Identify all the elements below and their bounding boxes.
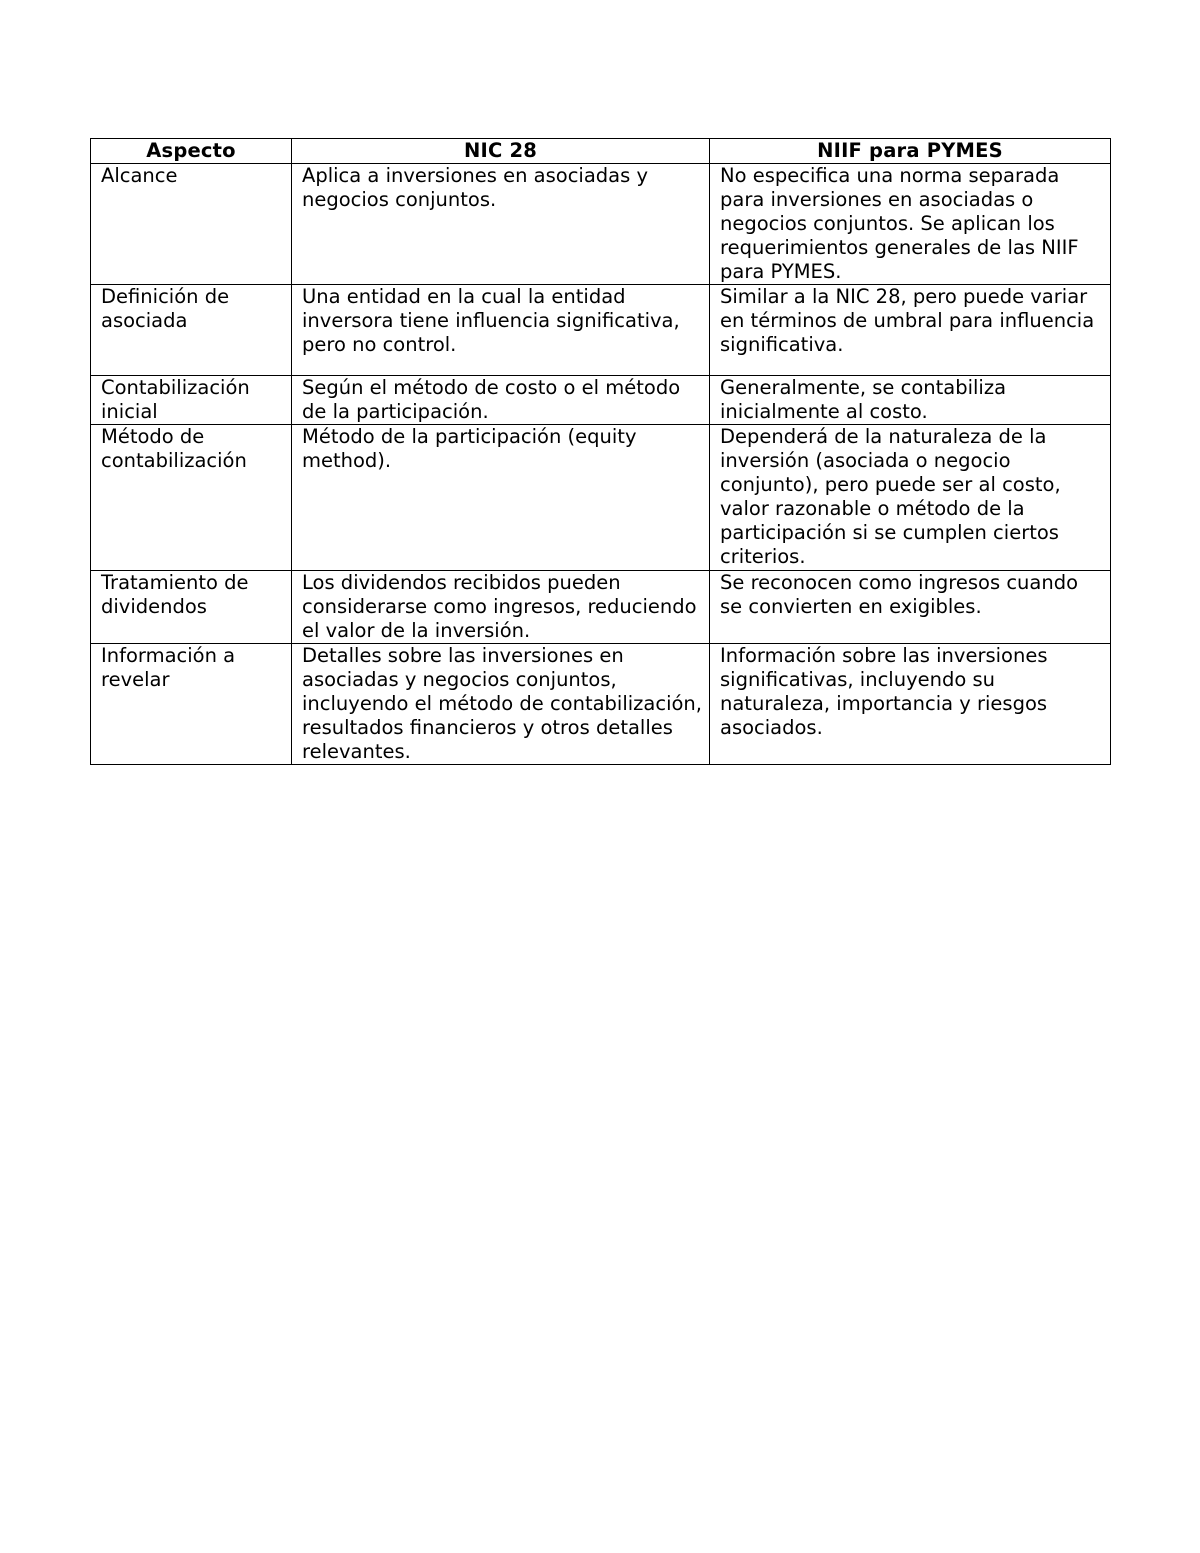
cell-aspecto: Definición de asociada [91,285,292,376]
cell-niif-pymes: No especifica una norma separada para inversiones en asociadas o negocios conjuntos. Se aplican los requerimientos generales de las NIIF para PYMES. [710,164,1111,285]
table-row [91,644,1111,765]
table-row [91,164,1111,285]
comparison-table [90,138,1111,765]
header-nic-28: NIC 28 [292,139,710,164]
cell-nic-28: Una entidad en la cual la entidad inversora tiene influencia significativa, pero no control. [292,285,710,376]
table-row [91,425,1111,571]
header-niif-pymes: NIIF para PYMES [710,139,1111,164]
cell-niif-pymes: Información sobre las inversiones significativas, incluyendo su naturaleza, importancia y riesgos asociados. [710,644,1111,765]
table-header-row [91,139,1111,164]
cell-nic-28: Aplica a inversiones en asociadas y negocios conjuntos. [292,164,710,285]
table-row [91,285,1111,376]
cell-niif-pymes: Dependerá de la naturaleza de la inversión (asociada o negocio conjunto), pero puede ser al costo, valor razonable o método de la participación si se cumplen ciertos criterios. [710,425,1111,571]
cell-aspecto: Alcance [91,164,292,285]
cell-niif-pymes: Generalmente, se contabiliza inicialmente al costo. [710,376,1111,425]
table-row [91,376,1111,425]
cell-nic-28: Según el método de costo o el método de la participación. [292,376,710,425]
cell-niif-pymes: Similar a la NIC 28, pero puede variar en términos de umbral para influencia significativa. [710,285,1111,376]
header-aspecto: Aspecto [91,139,292,164]
cell-nic-28: Detalles sobre las inversiones en asociadas y negocios conjuntos, incluyendo el método de contabilización, resultados financieros y otros detalles relevantes. [292,644,710,765]
cell-aspecto: Tratamiento de dividendos [91,571,292,644]
cell-niif-pymes: Se reconocen como ingresos cuando se convierten en exigibles. [710,571,1111,644]
cell-nic-28: Los dividendos recibidos pueden considerarse como ingresos, reduciendo el valor de la inversión. [292,571,710,644]
table-row [91,571,1111,644]
cell-nic-28: Método de la participación (equity method). [292,425,710,571]
cell-aspecto: Método de contabilización [91,425,292,571]
cell-aspecto: Información a revelar [91,644,292,765]
cell-aspecto: Contabilización inicial [91,376,292,425]
